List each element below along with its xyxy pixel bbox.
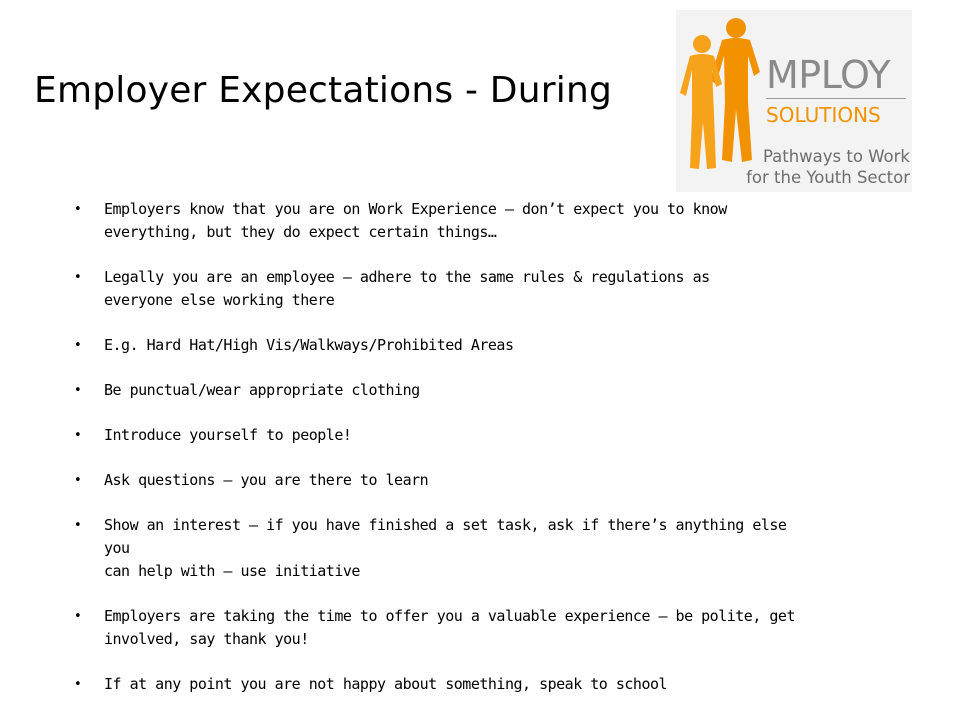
bullet-dot: • bbox=[74, 518, 82, 533]
bullet-item bbox=[74, 673, 804, 696]
bullet-text-line: everything, but they do expect certain things… bbox=[104, 223, 497, 241]
bullet-text-line: Show an interest – if you have finished a set task, ask if there’s anything else you bbox=[104, 516, 787, 557]
bullet-dot: • bbox=[74, 338, 82, 353]
bullet-item bbox=[74, 424, 804, 447]
bullet-item bbox=[74, 469, 804, 492]
bullet-item bbox=[74, 514, 804, 583]
bullet-dot: • bbox=[74, 428, 82, 443]
logo-tagline-line1: Pathways to Work bbox=[762, 147, 910, 166]
mploy-solutions-logo bbox=[676, 10, 912, 192]
bullet-item bbox=[74, 379, 804, 402]
logo-text-solutions: SOLUTIONS bbox=[766, 103, 881, 127]
bullet-text-line: Introduce yourself to people! bbox=[104, 426, 352, 444]
bullet-dot: • bbox=[74, 270, 82, 285]
bullet-text-line: Be punctual/wear appropriate clothing bbox=[104, 381, 420, 399]
bullet-dot: • bbox=[74, 383, 82, 398]
bullet-text-line: Employers know that you are on Work Experience – don’t expect you to know bbox=[104, 200, 727, 218]
bullet-item bbox=[74, 334, 804, 357]
bullet-list bbox=[74, 198, 804, 718]
bullet-text-line: everyone else working there bbox=[104, 291, 335, 309]
bullet-text-line: Employers are taking the time to offer you a valuable experience – be polite, get bbox=[104, 607, 795, 625]
logo-tagline bbox=[724, 146, 910, 188]
bullet-dot: • bbox=[74, 473, 82, 488]
bullet-dot: • bbox=[74, 677, 82, 692]
bullet-item bbox=[74, 266, 804, 312]
bullet-text-line: Legally you are an employee – adhere to the same rules & regulations as bbox=[104, 268, 710, 286]
logo-tagline-line2: for the Youth Sector bbox=[746, 168, 910, 187]
bullet-text-line: E.g. Hard Hat/High Vis/Walkways/Prohibited Areas bbox=[104, 336, 514, 354]
logo-text-mploy: MPLOY bbox=[766, 53, 891, 97]
bullet-text-line: If at any point you are not happy about something, speak to school bbox=[104, 675, 668, 693]
bullet-item bbox=[74, 605, 804, 651]
bullet-dot: • bbox=[74, 202, 82, 217]
logo-divider bbox=[766, 98, 906, 99]
slide-title: Employer Expectations - During bbox=[34, 70, 613, 111]
bullet-text-line: Ask questions – you are there to learn bbox=[104, 471, 429, 489]
bullet-text-line: can help with – use initiative bbox=[104, 562, 360, 580]
bullet-item bbox=[74, 198, 804, 244]
bullet-dot: • bbox=[74, 609, 82, 624]
bullet-text-line: involved, say thank you! bbox=[104, 630, 309, 648]
